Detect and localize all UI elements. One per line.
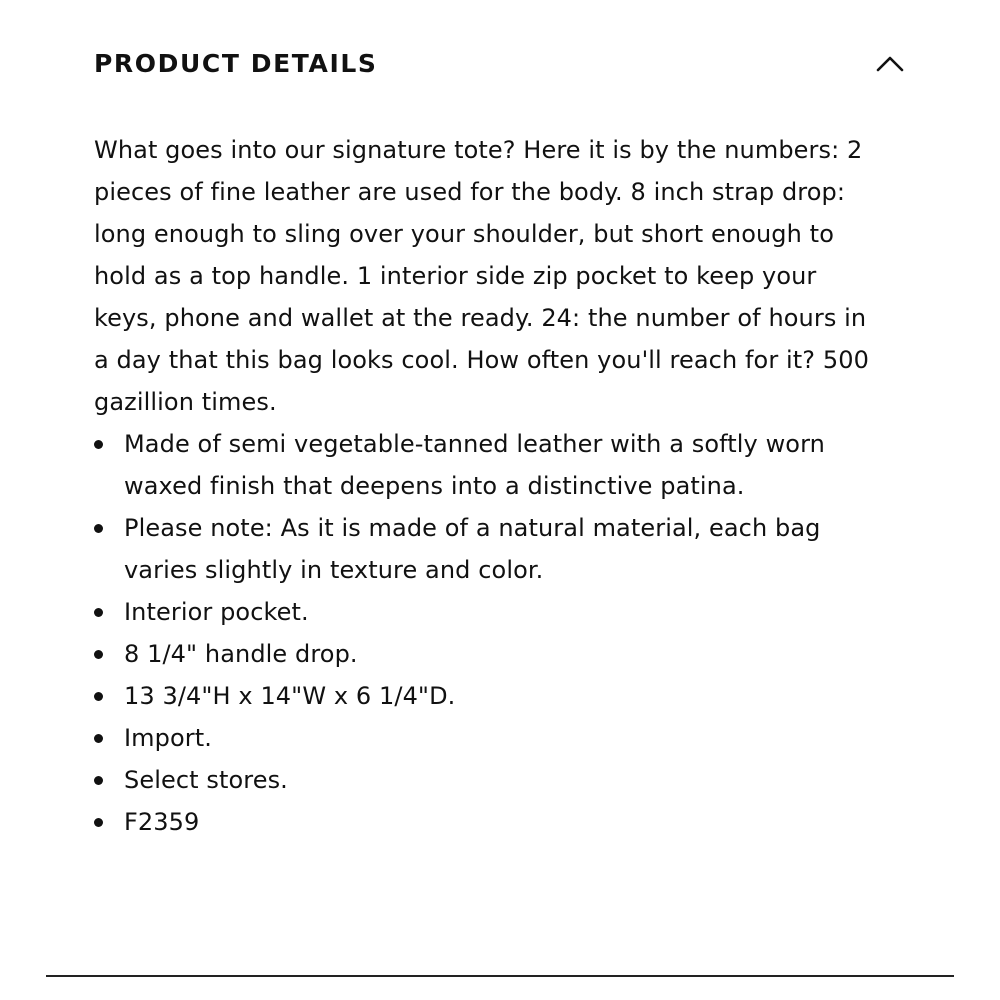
- list-item-text: 13 3/4"H x 14"W x 6 1/4"D.: [124, 682, 456, 710]
- section-title: PRODUCT DETAILS: [94, 49, 378, 78]
- list-item: [94, 675, 874, 717]
- list-item: [94, 633, 874, 675]
- list-item-text: F2359: [124, 808, 200, 836]
- list-item: [94, 591, 874, 633]
- bullet-icon: [94, 608, 103, 617]
- section-divider: [46, 975, 954, 977]
- list-item: [94, 717, 874, 759]
- bullet-icon: [94, 734, 103, 743]
- bullet-icon: [94, 692, 103, 701]
- accordion-header[interactable]: [94, 44, 914, 84]
- list-item-text: Select stores.: [124, 766, 288, 794]
- list-item: [94, 507, 874, 591]
- bullet-icon: [94, 524, 103, 533]
- list-item: [94, 423, 874, 507]
- list-item-text: Please note: As it is made of a natural material, each bag varies slightly in texture and color.: [124, 514, 821, 584]
- list-item: [94, 759, 874, 801]
- list-item-text: 8 1/4" handle drop.: [124, 640, 358, 668]
- bullet-icon: [94, 818, 103, 827]
- accordion-body: [94, 129, 874, 843]
- list-item-text: Made of semi vegetable-tanned leather with a softly worn waxed finish that deepens into a distinctive patina.: [124, 430, 825, 500]
- product-description: What goes into our signature tote? Here it is by the numbers: 2 pieces of fine leather are used for the body. 8 inch strap drop: long enough to sling over your shoulder, but short enough to hold as a top handle. 1 interior side zip pocket to keep your keys, phone and wallet at the ready. 24: the number of hours in a day that this bag looks cool. How often you'll reach for it? 500 gazillion times.: [94, 136, 869, 416]
- collapse-toggle-button[interactable]: [870, 44, 910, 84]
- detail-list: [94, 423, 874, 843]
- list-item-text: Import.: [124, 724, 212, 752]
- chevron-up-icon: [876, 54, 904, 72]
- bullet-icon: [94, 650, 103, 659]
- bullet-icon: [94, 440, 103, 449]
- list-item-text: Interior pocket.: [124, 598, 309, 626]
- bullet-icon: [94, 776, 103, 785]
- list-item: [94, 801, 874, 843]
